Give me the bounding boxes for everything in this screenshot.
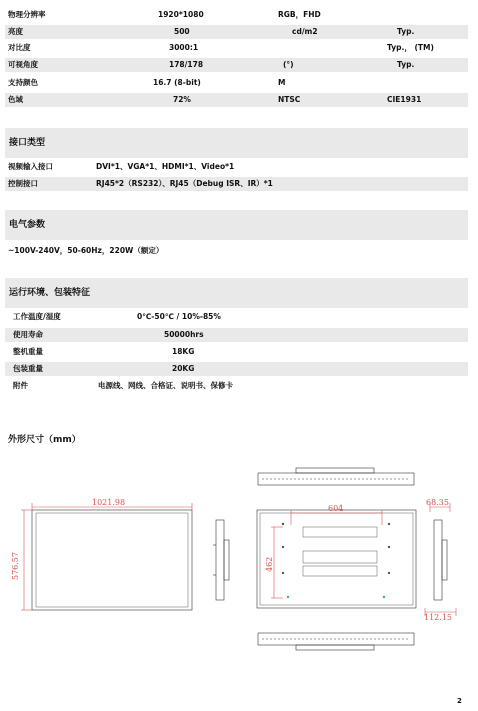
- spec-label: 对比度: [8, 43, 31, 52]
- env-label: 整机重量: [13, 347, 43, 356]
- interface-label: 控制接口: [8, 179, 38, 188]
- spec-note: Typ.， (TM): [387, 43, 434, 52]
- interface-value: RJ45*2（RS232）、RJ45（Debug ISR、IR）*1: [96, 179, 273, 188]
- env-label: 包装重量: [13, 364, 43, 373]
- env-value: 20KG: [172, 364, 195, 373]
- env-value: 50000hrs: [164, 330, 204, 339]
- electrical-value: ~100V-240V，50-60Hz，220W（额定）: [8, 246, 164, 255]
- page-number: 2: [457, 697, 462, 705]
- spec-label: 色域: [8, 95, 23, 104]
- spec-value: 3000:1: [169, 43, 199, 52]
- env-label: 工作温度/湿度: [13, 312, 61, 321]
- env-label: 使用寿命: [13, 330, 43, 339]
- front-view-outer: [32, 510, 192, 610]
- spec-unit: cd/m2: [292, 27, 318, 36]
- side-view-right: [434, 520, 442, 600]
- dim-height: 576.57: [11, 552, 20, 580]
- spec-unit: M: [278, 78, 286, 87]
- dim-active: 604: [328, 504, 344, 513]
- section-environment: 运行环境、包装特征: [5, 278, 468, 308]
- dimensions-title: 外形尺寸（mm）: [8, 435, 81, 445]
- spec-label: 物理分辨率: [8, 10, 46, 19]
- spec-value: 1920*1080: [158, 10, 204, 19]
- spec-unit: NTSC: [278, 95, 301, 104]
- rear-view-outer: [257, 510, 416, 608]
- spec-note: CIE1931: [387, 95, 422, 104]
- spec-label: 亮度: [8, 27, 23, 36]
- env-value: 0℃-50℃ / 10%-85%: [137, 312, 221, 321]
- env-value: 18KG: [172, 347, 195, 356]
- env-label: 附件: [13, 381, 28, 390]
- spec-value: 72%: [173, 95, 191, 104]
- spec-value: 178/178: [169, 60, 204, 69]
- spec-unit: RGB，FHD: [278, 10, 321, 19]
- interface-label: 视频输入接口: [8, 162, 53, 171]
- side-view-left: [216, 520, 224, 600]
- dim-depth2: 112.15: [424, 613, 452, 622]
- spec-unit: (°): [283, 60, 294, 69]
- spec-label: 支持颜色: [8, 78, 38, 87]
- spec-label: 可视角度: [8, 60, 38, 69]
- spec-note: Typ.: [397, 27, 415, 36]
- spec-note: Typ.: [397, 60, 415, 69]
- spec-value: 16.7 (8-bit): [153, 78, 201, 87]
- dim-width: 1021.98: [92, 498, 126, 507]
- section-electrical: 电气参数: [5, 210, 468, 240]
- env-value: 电源线、网线、合格证、说明书、保修卡: [98, 381, 233, 390]
- front-view-inner: [36, 513, 188, 607]
- spec-value: 500: [174, 27, 190, 36]
- dim-depth: 68.35: [426, 498, 449, 507]
- interface-value: DVI*1、VGA*1、HDMI*1、Video*1: [96, 162, 235, 171]
- dim-462: 462: [265, 556, 274, 572]
- section-interface: 接口类型: [5, 128, 468, 158]
